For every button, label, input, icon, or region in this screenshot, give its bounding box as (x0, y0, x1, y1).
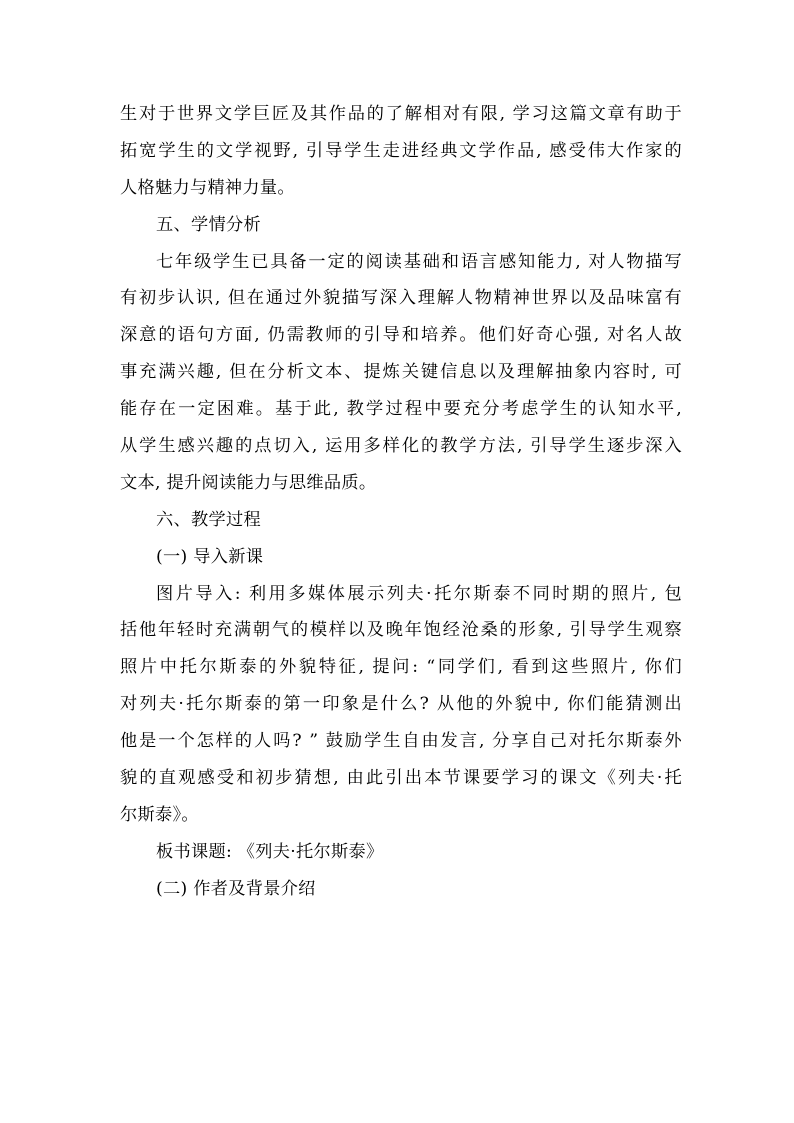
paragraph-line: 事充满兴趣, 但在分析文本、提炼关键信息以及理解抽象内容时, 可 (120, 362, 682, 383)
paragraph-line: 对列夫·托尔斯泰的第一印象是什么? 从他的外貌中, 你们能猜测出 (120, 694, 682, 715)
paragraph-line: 括他年轻时充满朝气的模样以及晚年饱经沧桑的形象, 引导学生观察 (120, 620, 682, 641)
paragraph-line: 他是一个怎样的人吗? ” 鼓励学生自由发言, 分享自己对托尔斯泰外 (120, 731, 682, 752)
subsection-heading-author-background: (二) 作者及背景介绍 (156, 878, 316, 899)
paragraph-line: 照片中托尔斯泰的外貌特征, 提问: “同学们, 看到这些照片, 你们 (120, 657, 682, 678)
section-heading-teaching-process: 六、教学过程 (156, 509, 261, 530)
paragraph-line: 生对于世界文学巨匠及其作品的了解相对有限, 学习这篇文章有助于 (120, 104, 682, 124)
paragraph-line: 拓宽学生的文学视野, 引导学生走进经典文学作品, 感受伟大作家的 (120, 140, 682, 161)
paragraph-line: 文本, 提升阅读能力与思维品质。 (120, 472, 377, 493)
paragraph-line: 有初步认识, 但在通过外貌描写深入理解人物精神世界以及品味富有 (120, 288, 682, 309)
paragraph-line: 七年级学生已具备一定的阅读基础和语言感知能力, 对人物描写 (156, 251, 682, 272)
paragraph-line: 从学生感兴趣的点切入, 运用多样化的教学方法, 引导学生逐步深入 (120, 436, 682, 457)
paragraph-line: 深意的语句方面, 仍需教师的引导和培养。他们好奇心强, 对名人故 (120, 325, 682, 346)
board-title-line: 板书课题: 《列夫·托尔斯泰》 (156, 841, 384, 862)
paragraph-line: 尔斯泰》。 (120, 804, 199, 825)
paragraph-line: 能存在一定困难。基于此, 教学过程中要充分考虑学生的认知水平, (120, 399, 682, 420)
paragraph-line: 图片导入: 利用多媒体展示列夫·托尔斯泰不同时期的照片, 包 (156, 583, 682, 604)
subsection-heading-introduction: (一) 导入新课 (156, 546, 264, 567)
document-body (120, 96, 682, 908)
section-heading-learner-analysis: 五、学情分析 (156, 214, 261, 235)
paragraph-line: 人格魅力与精神力量。 (120, 177, 295, 198)
paragraph-line: 貌的直观感受和初步猜想, 由此引出本节课要学习的课文《列夫·托 (120, 768, 682, 789)
